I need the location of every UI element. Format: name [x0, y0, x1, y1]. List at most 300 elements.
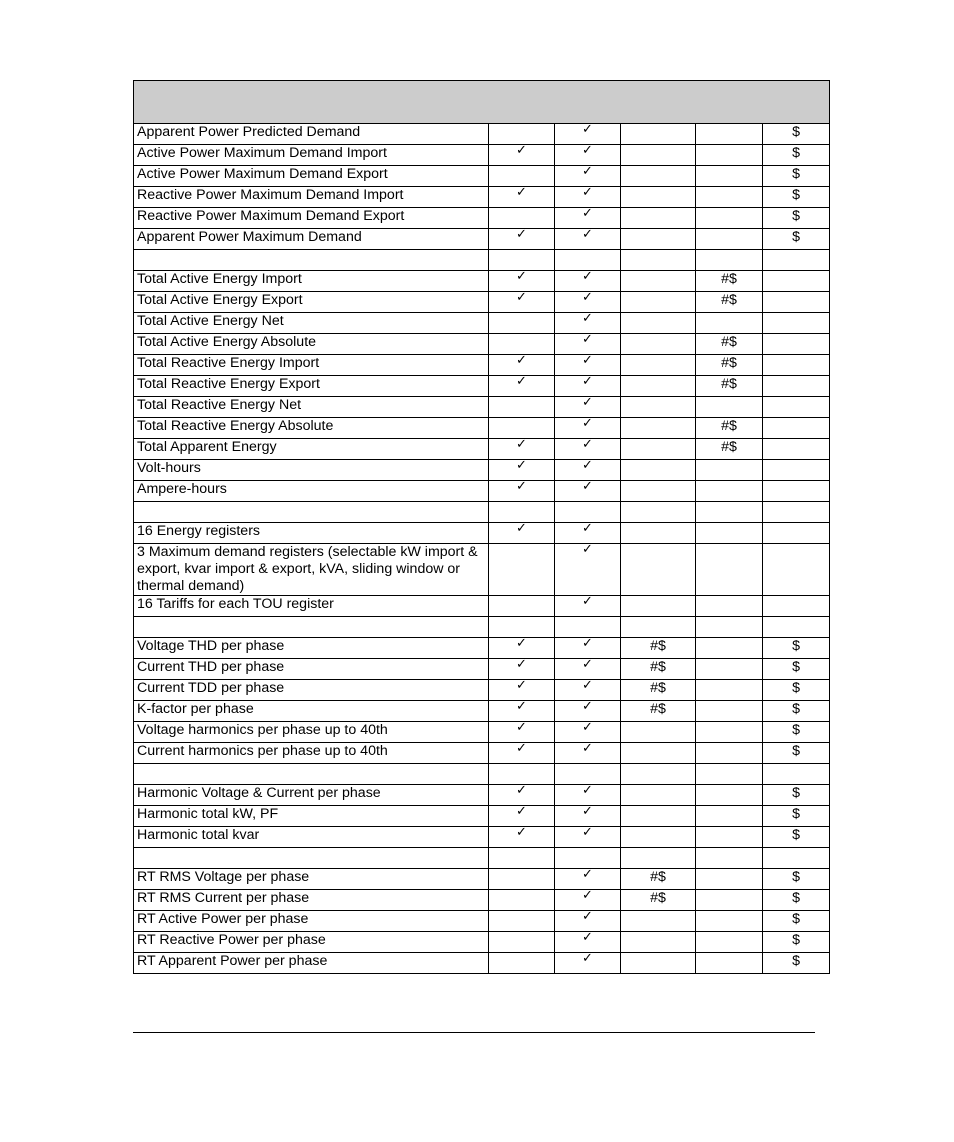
support-cell-c2 [555, 166, 621, 187]
support-cell-c2 [555, 701, 621, 722]
support-cell-c2 [555, 229, 621, 250]
support-cell-c2 [555, 638, 621, 659]
support-cell-c4 [696, 701, 763, 722]
support-cell-c1 [489, 743, 555, 764]
support-cell-c3 [621, 334, 696, 355]
checkmark-icon: ✓ [516, 186, 527, 200]
support-cell-c4 [696, 481, 763, 502]
support-cell-c1 [489, 418, 555, 439]
checkmark-icon: ✓ [516, 480, 527, 494]
support-cell-c5: $ [763, 953, 830, 974]
support-cell-c3 [621, 439, 696, 460]
empty-cell [489, 502, 555, 523]
support-cell-c1 [489, 659, 555, 680]
checkmark-icon: ✓ [582, 658, 593, 672]
table-row [134, 806, 830, 827]
support-cell-c3 [621, 124, 696, 145]
support-cell-c5: $ [763, 701, 830, 722]
header-cell [134, 81, 830, 124]
table-row [134, 376, 830, 397]
checkmark-icon: ✓ [582, 480, 593, 494]
feature-name-cell: Total Active Energy Net [134, 313, 489, 334]
feature-name-cell: Harmonic Voltage & Current per phase [134, 785, 489, 806]
checkmark-icon: ✓ [582, 291, 593, 305]
support-cell-c2 [555, 680, 621, 701]
support-cell-c5: $ [763, 166, 830, 187]
table-row [134, 932, 830, 953]
support-cell-c4 [696, 145, 763, 166]
support-cell-c2 [555, 953, 621, 974]
support-cell-c5: $ [763, 911, 830, 932]
support-cell-c1 [489, 806, 555, 827]
support-cell-c3 [621, 460, 696, 481]
support-cell-c5: $ [763, 806, 830, 827]
empty-cell [621, 502, 696, 523]
support-cell-c4 [696, 460, 763, 481]
support-cell-c5: $ [763, 145, 830, 166]
checkmark-icon: ✓ [582, 784, 593, 798]
feature-name-cell: Current harmonics per phase up to 40th [134, 743, 489, 764]
checkmark-icon: ✓ [582, 952, 593, 966]
support-cell-c3 [621, 397, 696, 418]
empty-cell [134, 617, 489, 638]
checkmark-icon: ✓ [582, 459, 593, 473]
support-cell-c4 [696, 596, 763, 617]
table-row [134, 124, 830, 145]
checkmark-icon: ✓ [582, 333, 593, 347]
support-cell-c5: $ [763, 827, 830, 848]
support-cell-c3 [621, 743, 696, 764]
checkmark-icon: ✓ [516, 522, 527, 536]
empty-cell [763, 617, 830, 638]
support-cell-c1 [489, 439, 555, 460]
table-row [134, 890, 830, 911]
support-cell-c2 [555, 313, 621, 334]
support-cell-c5: $ [763, 680, 830, 701]
support-cell-c4 [696, 743, 763, 764]
table-body [134, 81, 830, 974]
checkmark-icon: ✓ [582, 910, 593, 924]
support-cell-c4 [696, 911, 763, 932]
support-cell-c3 [621, 355, 696, 376]
support-cell-c5 [763, 376, 830, 397]
support-cell-c2 [555, 785, 621, 806]
checkmark-icon: ✓ [516, 354, 527, 368]
support-cell-c2 [555, 439, 621, 460]
support-cell-c1 [489, 680, 555, 701]
feature-name-cell: Total Active Energy Absolute [134, 334, 489, 355]
table-row [134, 334, 830, 355]
support-cell-c3 [621, 544, 696, 596]
support-cell-c2 [555, 659, 621, 680]
empty-cell [555, 764, 621, 785]
checkmark-icon: ✓ [582, 207, 593, 221]
support-cell-c3 [621, 187, 696, 208]
support-cell-c4: #$ [696, 439, 763, 460]
support-cell-c4 [696, 785, 763, 806]
table-row [134, 911, 830, 932]
footer-rule [133, 1032, 815, 1033]
support-cell-c3 [621, 722, 696, 743]
feature-name-cell: Total Reactive Energy Net [134, 397, 489, 418]
checkmark-icon: ✓ [516, 270, 527, 284]
support-cell-c2 [555, 355, 621, 376]
checkmark-icon: ✓ [582, 396, 593, 410]
support-cell-c5: $ [763, 890, 830, 911]
checkmark-icon: ✓ [582, 889, 593, 903]
empty-cell [621, 617, 696, 638]
support-cell-c2 [555, 481, 621, 502]
support-cell-c5 [763, 271, 830, 292]
table-row [134, 743, 830, 764]
feature-name-cell: RT Reactive Power per phase [134, 932, 489, 953]
table-row [134, 544, 830, 596]
support-cell-c4: #$ [696, 271, 763, 292]
checkmark-icon: ✓ [516, 658, 527, 672]
support-cell-c2 [555, 806, 621, 827]
support-cell-c3 [621, 271, 696, 292]
empty-cell [763, 848, 830, 869]
empty-cell [555, 617, 621, 638]
support-cell-c5: $ [763, 722, 830, 743]
checkmark-icon: ✓ [582, 165, 593, 179]
empty-cell [696, 617, 763, 638]
support-cell-c4 [696, 229, 763, 250]
checkmark-icon: ✓ [582, 742, 593, 756]
support-cell-c1 [489, 544, 555, 596]
support-cell-c3 [621, 932, 696, 953]
support-cell-c5 [763, 523, 830, 544]
checkmark-icon: ✓ [582, 826, 593, 840]
table-header-row [134, 81, 830, 124]
support-cell-c5 [763, 460, 830, 481]
support-cell-c1 [489, 523, 555, 544]
support-cell-c1 [489, 911, 555, 932]
table-row [134, 355, 830, 376]
table-row [134, 292, 830, 313]
support-cell-c2 [555, 292, 621, 313]
empty-cell [763, 250, 830, 271]
support-cell-c3: #$ [621, 680, 696, 701]
support-cell-c2 [555, 376, 621, 397]
feature-name-cell: Harmonic total kvar [134, 827, 489, 848]
support-cell-c5 [763, 439, 830, 460]
feature-name-cell: Active Power Maximum Demand Import [134, 145, 489, 166]
table-row [134, 722, 830, 743]
feature-name-cell: Apparent Power Predicted Demand [134, 124, 489, 145]
support-cell-c4 [696, 869, 763, 890]
feature-name-cell: Total Reactive Energy Absolute [134, 418, 489, 439]
empty-cell [555, 250, 621, 271]
checkmark-icon: ✓ [582, 868, 593, 882]
checkmark-icon: ✓ [582, 354, 593, 368]
support-cell-c2 [555, 911, 621, 932]
support-cell-c2 [555, 145, 621, 166]
checkmark-icon: ✓ [516, 805, 527, 819]
checkmark-icon: ✓ [516, 144, 527, 158]
support-cell-c3 [621, 806, 696, 827]
checkmark-icon: ✓ [516, 459, 527, 473]
table-row [134, 659, 830, 680]
checkmark-icon: ✓ [516, 375, 527, 389]
table-row [134, 481, 830, 502]
table-row [134, 271, 830, 292]
table-row [134, 638, 830, 659]
checkmark-icon: ✓ [582, 144, 593, 158]
support-cell-c1 [489, 187, 555, 208]
support-cell-c5: $ [763, 659, 830, 680]
support-cell-c1 [489, 785, 555, 806]
support-cell-c4 [696, 544, 763, 596]
support-cell-c3: #$ [621, 701, 696, 722]
support-cell-c3: #$ [621, 869, 696, 890]
checkmark-icon: ✓ [582, 312, 593, 326]
support-cell-c4 [696, 680, 763, 701]
support-cell-c3 [621, 911, 696, 932]
empty-cell [134, 502, 489, 523]
feature-name-cell: RT RMS Voltage per phase [134, 869, 489, 890]
checkmark-icon: ✓ [516, 637, 527, 651]
checkmark-icon: ✓ [582, 438, 593, 452]
feature-name-cell: Total Active Energy Import [134, 271, 489, 292]
support-cell-c3 [621, 229, 696, 250]
support-cell-c1 [489, 313, 555, 334]
checkmark-icon: ✓ [582, 931, 593, 945]
support-cell-c1 [489, 827, 555, 848]
support-cell-c2 [555, 743, 621, 764]
support-cell-c3 [621, 145, 696, 166]
empty-cell [696, 764, 763, 785]
table-row [134, 827, 830, 848]
empty-cell [134, 250, 489, 271]
support-cell-c3: #$ [621, 638, 696, 659]
support-cell-c3 [621, 418, 696, 439]
support-cell-c1 [489, 596, 555, 617]
feature-name-cell: Apparent Power Maximum Demand [134, 229, 489, 250]
support-cell-c1 [489, 334, 555, 355]
support-cell-c3 [621, 292, 696, 313]
support-cell-c4 [696, 397, 763, 418]
checkmark-icon: ✓ [582, 805, 593, 819]
feature-name-cell: Total Reactive Energy Import [134, 355, 489, 376]
support-cell-c5 [763, 334, 830, 355]
checkmark-icon: ✓ [582, 595, 593, 609]
support-cell-c5 [763, 313, 830, 334]
table-row [134, 953, 830, 974]
checkmark-icon: ✓ [516, 826, 527, 840]
checkmark-icon: ✓ [582, 543, 593, 557]
support-cell-c2 [555, 208, 621, 229]
feature-name-cell: Total Active Energy Export [134, 292, 489, 313]
support-cell-c1 [489, 953, 555, 974]
support-cell-c4 [696, 166, 763, 187]
support-cell-c5 [763, 418, 830, 439]
checkmark-icon: ✓ [582, 270, 593, 284]
support-cell-c1 [489, 376, 555, 397]
support-cell-c5 [763, 596, 830, 617]
table-row [134, 166, 830, 187]
feature-name-cell: Total Reactive Energy Export [134, 376, 489, 397]
support-cell-c1 [489, 355, 555, 376]
support-cell-c2 [555, 271, 621, 292]
table-row [134, 313, 830, 334]
support-cell-c1 [489, 869, 555, 890]
table-row [134, 397, 830, 418]
checkmark-icon: ✓ [516, 679, 527, 693]
support-cell-c4 [696, 827, 763, 848]
support-cell-c2 [555, 596, 621, 617]
feature-name-cell: 3 Maximum demand registers (selectable kW import & export, kvar import & export, kVA, sliding window or thermal demand) [134, 544, 489, 596]
support-cell-c3 [621, 523, 696, 544]
checkmark-icon: ✓ [516, 228, 527, 242]
feature-name-cell: 16 Tariffs for each TOU register [134, 596, 489, 617]
feature-name-cell: Total Apparent Energy [134, 439, 489, 460]
table-row [134, 523, 830, 544]
blank-spacer-row [134, 502, 830, 523]
support-cell-c1 [489, 208, 555, 229]
support-cell-c5: $ [763, 743, 830, 764]
empty-cell [555, 502, 621, 523]
feature-name-cell: Current THD per phase [134, 659, 489, 680]
feature-name-cell: Current TDD per phase [134, 680, 489, 701]
empty-cell [489, 250, 555, 271]
support-cell-c3 [621, 208, 696, 229]
empty-cell [489, 764, 555, 785]
empty-cell [134, 764, 489, 785]
support-cell-c3: #$ [621, 659, 696, 680]
support-cell-c5: $ [763, 638, 830, 659]
support-cell-c1 [489, 145, 555, 166]
support-cell-c4 [696, 187, 763, 208]
support-cell-c1 [489, 397, 555, 418]
checkmark-icon: ✓ [582, 522, 593, 536]
support-cell-c1 [489, 292, 555, 313]
support-cell-c4 [696, 932, 763, 953]
feature-name-cell: Reactive Power Maximum Demand Export [134, 208, 489, 229]
support-cell-c1 [489, 229, 555, 250]
checkmark-icon: ✓ [582, 700, 593, 714]
support-cell-c4 [696, 953, 763, 974]
empty-cell [621, 764, 696, 785]
support-cell-c1 [489, 638, 555, 659]
support-cell-c3 [621, 827, 696, 848]
feature-name-cell: Volt-hours [134, 460, 489, 481]
feature-name-cell: Voltage THD per phase [134, 638, 489, 659]
support-cell-c3 [621, 376, 696, 397]
support-cell-c5 [763, 292, 830, 313]
empty-cell [621, 250, 696, 271]
table-row [134, 439, 830, 460]
support-cell-c1 [489, 481, 555, 502]
support-cell-c3: #$ [621, 890, 696, 911]
support-cell-c4: #$ [696, 292, 763, 313]
feature-name-cell: Reactive Power Maximum Demand Import [134, 187, 489, 208]
empty-cell [621, 848, 696, 869]
support-cell-c2 [555, 827, 621, 848]
table-row [134, 418, 830, 439]
support-cell-c2 [555, 722, 621, 743]
support-cell-c1 [489, 271, 555, 292]
table-row [134, 208, 830, 229]
support-cell-c1 [489, 890, 555, 911]
support-cell-c1 [489, 166, 555, 187]
checkmark-icon: ✓ [582, 417, 593, 431]
support-cell-c4: #$ [696, 418, 763, 439]
empty-cell [489, 617, 555, 638]
support-cell-c1 [489, 460, 555, 481]
empty-cell [555, 848, 621, 869]
support-cell-c1 [489, 701, 555, 722]
support-cell-c5 [763, 355, 830, 376]
checkmark-icon: ✓ [582, 228, 593, 242]
blank-spacer-row [134, 250, 830, 271]
support-cell-c2 [555, 890, 621, 911]
feature-name-cell: RT Apparent Power per phase [134, 953, 489, 974]
support-cell-c2 [555, 334, 621, 355]
feature-name-cell: 16 Energy registers [134, 523, 489, 544]
support-cell-c4 [696, 890, 763, 911]
empty-cell [696, 250, 763, 271]
table-row [134, 701, 830, 722]
support-cell-c4 [696, 124, 763, 145]
table-row [134, 596, 830, 617]
feature-name-cell: RT Active Power per phase [134, 911, 489, 932]
support-cell-c5: $ [763, 124, 830, 145]
support-cell-c3 [621, 785, 696, 806]
support-cell-c2 [555, 869, 621, 890]
support-cell-c4 [696, 722, 763, 743]
checkmark-icon: ✓ [582, 679, 593, 693]
table-row [134, 460, 830, 481]
empty-cell [489, 848, 555, 869]
feature-name-cell: Harmonic total kW, PF [134, 806, 489, 827]
support-cell-c3 [621, 313, 696, 334]
checkmark-icon: ✓ [582, 375, 593, 389]
support-cell-c5 [763, 544, 830, 596]
support-cell-c2 [555, 544, 621, 596]
support-cell-c2 [555, 932, 621, 953]
checkmark-icon: ✓ [582, 186, 593, 200]
table-row [134, 145, 830, 166]
support-cell-c4: #$ [696, 355, 763, 376]
support-cell-c5: $ [763, 208, 830, 229]
blank-spacer-row [134, 848, 830, 869]
blank-spacer-row [134, 764, 830, 785]
support-cell-c2 [555, 187, 621, 208]
feature-name-cell: K-factor per phase [134, 701, 489, 722]
support-cell-c5: $ [763, 785, 830, 806]
support-cell-c4 [696, 659, 763, 680]
support-cell-c3 [621, 481, 696, 502]
support-cell-c2 [555, 460, 621, 481]
support-cell-c4 [696, 313, 763, 334]
empty-cell [134, 848, 489, 869]
table-row [134, 229, 830, 250]
checkmark-icon: ✓ [516, 700, 527, 714]
support-cell-c5 [763, 397, 830, 418]
checkmark-icon: ✓ [582, 637, 593, 651]
empty-cell [696, 848, 763, 869]
support-cell-c3 [621, 953, 696, 974]
support-cell-c4 [696, 523, 763, 544]
feature-name-cell: Voltage harmonics per phase up to 40th [134, 722, 489, 743]
blank-spacer-row [134, 617, 830, 638]
feature-table [133, 80, 830, 974]
support-cell-c5: $ [763, 229, 830, 250]
checkmark-icon: ✓ [516, 721, 527, 735]
support-cell-c5 [763, 481, 830, 502]
checkmark-icon: ✓ [516, 742, 527, 756]
